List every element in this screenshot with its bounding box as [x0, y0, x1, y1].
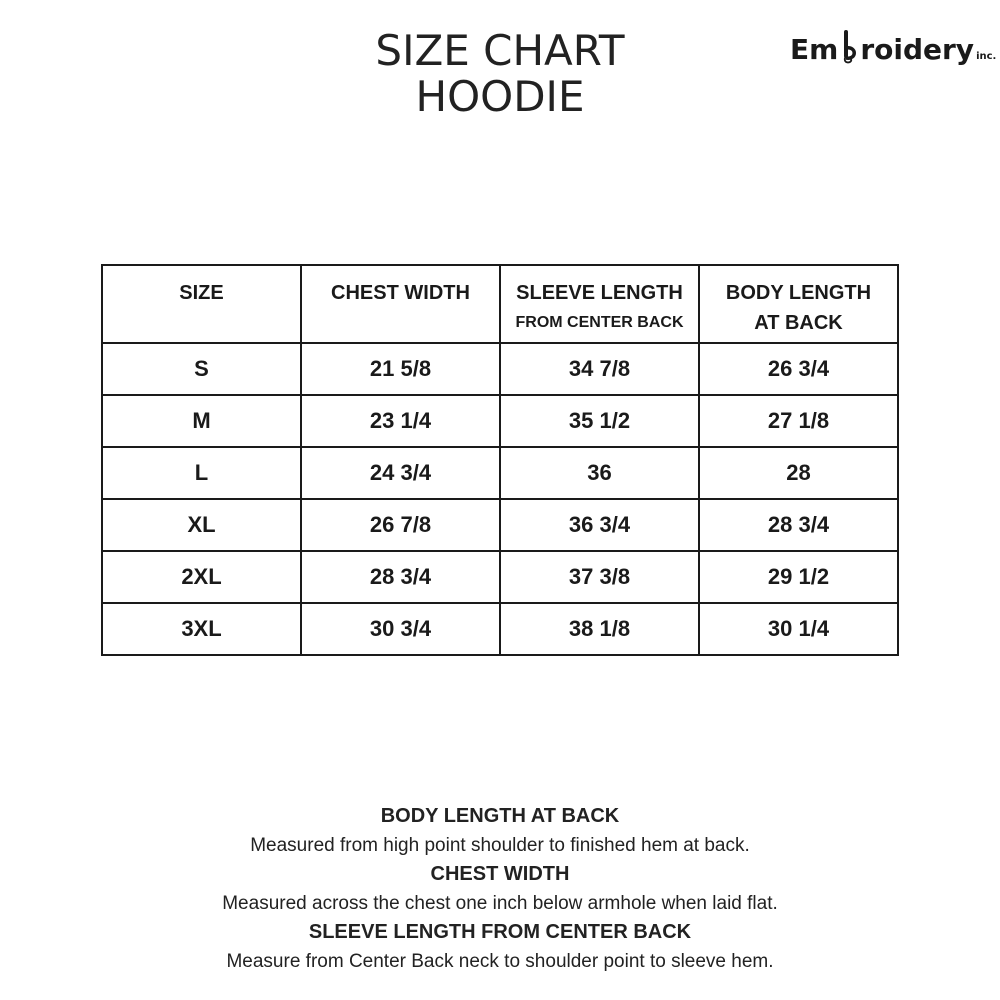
logo-suffix: inc.: [976, 51, 997, 62]
header-chest-label: CHEST WIDTH: [331, 282, 470, 304]
cell-body: 28: [699, 447, 898, 499]
cell-size: L: [102, 447, 301, 499]
cell-size: XL: [102, 499, 301, 551]
note-heading-body-length: BODY LENGTH AT BACK: [380, 805, 620, 827]
cell-chest: 23 1/4: [301, 395, 500, 447]
cell-body: 26 3/4: [699, 343, 898, 395]
header-size: [102, 265, 301, 343]
logo-text-left: Em: [790, 33, 839, 66]
size-chart-table: [101, 264, 899, 656]
cell-chest: 30 3/4: [301, 603, 500, 655]
header-size-label: SIZE: [179, 282, 224, 304]
table-row: [102, 551, 898, 603]
cell-sleeve: 34 7/8: [500, 343, 699, 395]
header-sleeve-length: [500, 265, 699, 343]
cell-chest: 24 3/4: [301, 447, 500, 499]
cell-body: 29 1/2: [699, 551, 898, 603]
header-sleeve-sublabel: FROM CENTER BACK: [515, 314, 684, 331]
title-line-2: HOODIE: [415, 72, 585, 121]
logo-text-right: roidery: [860, 33, 975, 66]
cell-size: 3XL: [102, 603, 301, 655]
cell-body: 30 1/4: [699, 603, 898, 655]
note-heading-sleeve-length: SLEEVE LENGTH FROM CENTER BACK: [308, 921, 692, 943]
header-sleeve-label: SLEEVE LENGTH: [516, 282, 683, 304]
cell-body: 27 1/8: [699, 395, 898, 447]
header-body-label: BODY LENGTH AT BACK: [725, 282, 872, 334]
note-text-chest-width: Measured across the chest one inch below armhole when laid flat.: [222, 893, 778, 914]
cell-size: 2XL: [102, 551, 301, 603]
table-row: [102, 395, 898, 447]
cell-size: S: [102, 343, 301, 395]
cell-chest: 26 7/8: [301, 499, 500, 551]
table-header-row: [102, 265, 898, 343]
measurement-notes: [0, 802, 1000, 976]
title-line-1: SIZE CHART: [375, 26, 625, 75]
page-title: [0, 28, 1000, 120]
header-body-length: [699, 265, 898, 343]
table-row: [102, 603, 898, 655]
header-chest-width: [301, 265, 500, 343]
cell-body: 28 3/4: [699, 499, 898, 551]
note-heading-chest-width: CHEST WIDTH: [430, 863, 570, 885]
note-text-body-length: Measured from high point shoulder to finished hem at back.: [250, 835, 750, 856]
cell-size: M: [102, 395, 301, 447]
cell-sleeve: 38 1/8: [500, 603, 699, 655]
cell-sleeve: 36 3/4: [500, 499, 699, 551]
cell-chest: 28 3/4: [301, 551, 500, 603]
cell-sleeve: 37 3/8: [500, 551, 699, 603]
note-text-sleeve-length: Measure from Center Back neck to shoulder point to sleeve hem.: [226, 951, 774, 972]
cell-sleeve: 36: [500, 447, 699, 499]
cell-sleeve: 35 1/2: [500, 395, 699, 447]
table-row: [102, 447, 898, 499]
table-row: [102, 343, 898, 395]
cell-chest: 21 5/8: [301, 343, 500, 395]
table-row: [102, 499, 898, 551]
